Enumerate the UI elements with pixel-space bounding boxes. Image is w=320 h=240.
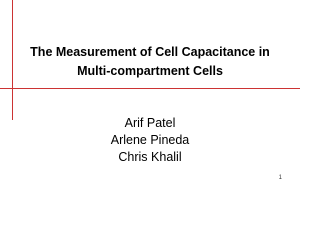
accent-vertical-line bbox=[12, 0, 13, 120]
author-name: Chris Khalil bbox=[118, 150, 182, 164]
page-number: 1 bbox=[278, 175, 282, 181]
title-line-1: The Measurement of Cell Capacitance in bbox=[30, 45, 270, 59]
author-name: Arlene Pineda bbox=[110, 133, 190, 147]
author-name: Arif Patel bbox=[124, 116, 176, 130]
accent-horizontal-line bbox=[0, 88, 300, 89]
author-list bbox=[60, 115, 240, 166]
title-line-2: Multi-compartment Cells bbox=[77, 64, 223, 78]
slide-title bbox=[20, 43, 280, 81]
